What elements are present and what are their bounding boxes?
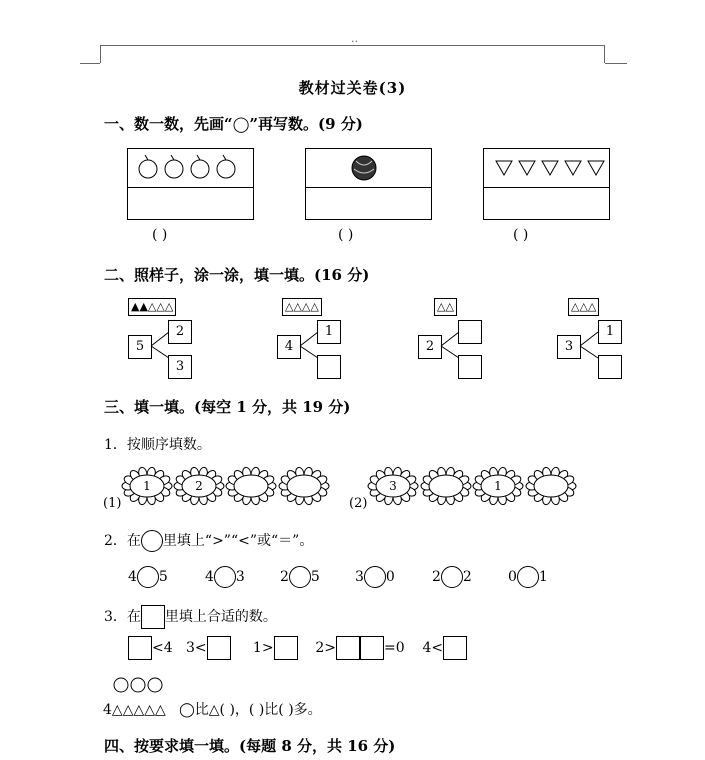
flower-1-1 bbox=[174, 467, 224, 506]
bond-top-4: 1 bbox=[598, 320, 622, 344]
section3-heading: 三、填一填。(每空 1 分，共 19 分) bbox=[104, 398, 351, 416]
bond-top-1: 2 bbox=[168, 320, 192, 344]
flower-label: 3 bbox=[389, 479, 397, 493]
bond-total-4: 3 bbox=[557, 335, 581, 359]
bond-total-2: 4 bbox=[277, 335, 301, 359]
answer-square[interactable] bbox=[336, 636, 360, 660]
compare-item-2 bbox=[280, 566, 320, 588]
compare-right: 0 bbox=[385, 569, 395, 585]
q3-item-5a: 4< bbox=[422, 640, 444, 656]
triangle-group-4: △△△ bbox=[568, 298, 599, 316]
page-title: 教材过关卷(3) bbox=[298, 79, 407, 97]
compare-right: 2 bbox=[462, 569, 472, 585]
q3-line bbox=[104, 605, 277, 629]
q3-items bbox=[128, 636, 467, 660]
answer-paren-3[interactable]: ( ) bbox=[513, 227, 529, 243]
q4-triangles: △△△△△ bbox=[111, 702, 166, 718]
flower-label: 1 bbox=[494, 479, 502, 493]
q1-text: 1．按顺序填数。 bbox=[104, 437, 211, 453]
bond-total-1: 5 bbox=[128, 335, 152, 359]
compare-item-0 bbox=[128, 566, 168, 588]
bond-total-3: 2 bbox=[418, 335, 442, 359]
q3-item-1: <4 bbox=[152, 640, 173, 656]
compare-left: 3 bbox=[355, 569, 364, 585]
compare-left: 4 bbox=[128, 569, 137, 585]
compare-circle[interactable] bbox=[517, 566, 539, 588]
answer-paren-1[interactable]: ( ) bbox=[152, 227, 168, 243]
compare-left: 2 bbox=[280, 569, 289, 585]
triangle-group-2: △△△△ bbox=[282, 298, 322, 316]
flower-label: 1 bbox=[143, 479, 151, 493]
section2-heading: 二、照样子，涂一涂，填一填。(16 分) bbox=[104, 266, 370, 284]
q3-pre: 3．在 bbox=[104, 609, 141, 625]
flower-2-0 bbox=[368, 467, 418, 506]
q4-text: ◯比△( )，( )比( )多。 bbox=[179, 702, 322, 718]
q2-post: 里填上“>”“<”或“＝”。 bbox=[162, 533, 314, 549]
circle-icon bbox=[141, 530, 163, 552]
flower-1-0 bbox=[122, 467, 172, 506]
compare-item-5 bbox=[508, 566, 548, 588]
compare-circle[interactable] bbox=[364, 566, 386, 588]
q3-item-4b: =0 bbox=[384, 640, 405, 656]
compare-item-3 bbox=[355, 566, 395, 588]
flower-1-2[interactable] bbox=[226, 467, 276, 506]
answer-square[interactable] bbox=[207, 636, 231, 660]
q3-post: 里填上合适的数。 bbox=[164, 609, 277, 625]
bond-top-2: 1 bbox=[317, 320, 341, 344]
compare-circle[interactable] bbox=[441, 566, 463, 588]
answer-square[interactable] bbox=[360, 636, 384, 660]
q3-item-3b: 1> bbox=[252, 640, 274, 656]
q4-line bbox=[103, 699, 322, 719]
header-mark: .. bbox=[351, 32, 358, 45]
q2-line bbox=[104, 530, 313, 552]
compare-left: 4 bbox=[205, 569, 214, 585]
compare-item-4 bbox=[432, 566, 472, 588]
bond-bottom-1: 3 bbox=[168, 355, 192, 379]
q2-pre: 2．在 bbox=[104, 533, 141, 549]
flower-2-3[interactable] bbox=[526, 467, 576, 506]
answer-square[interactable] bbox=[128, 636, 152, 660]
compare-right: 5 bbox=[158, 569, 168, 585]
q4-prefix: 4 bbox=[103, 702, 112, 718]
compare-right: 1 bbox=[538, 569, 548, 585]
compare-left: 0 bbox=[508, 569, 517, 585]
compare-circle[interactable] bbox=[137, 566, 159, 588]
answer-square[interactable] bbox=[443, 636, 467, 660]
compare-right: 3 bbox=[235, 569, 245, 585]
triangle-group-3: △△ bbox=[434, 298, 457, 316]
q3-item-4a: 2> bbox=[315, 640, 336, 656]
compare-item-1 bbox=[205, 566, 245, 588]
flower-1-3[interactable] bbox=[279, 467, 329, 506]
q1-label-2: (2) bbox=[349, 496, 368, 511]
section1-heading: 一、数一数，先画“◯”再写数。(9 分) bbox=[104, 115, 363, 133]
circle-group-icons bbox=[112, 676, 172, 694]
q1-label-1: (1) bbox=[103, 496, 122, 511]
answer-square[interactable] bbox=[274, 636, 298, 660]
flower-2-2 bbox=[473, 467, 523, 506]
triangle-group-1: ▲▲△△△ bbox=[128, 298, 176, 316]
compare-right: 5 bbox=[310, 569, 320, 585]
square-icon bbox=[141, 605, 165, 629]
flower-2-1[interactable] bbox=[421, 467, 471, 506]
flower-label: 2 bbox=[195, 479, 203, 493]
q3-item-2a: 3< bbox=[186, 640, 207, 656]
compare-circle[interactable] bbox=[289, 566, 311, 588]
compare-circle[interactable] bbox=[214, 566, 236, 588]
answer-paren-2[interactable]: ( ) bbox=[338, 227, 354, 243]
compare-left: 2 bbox=[432, 569, 441, 585]
section4-heading: 四、按要求填一填。(每题 8 分，共 16 分) bbox=[104, 737, 396, 755]
